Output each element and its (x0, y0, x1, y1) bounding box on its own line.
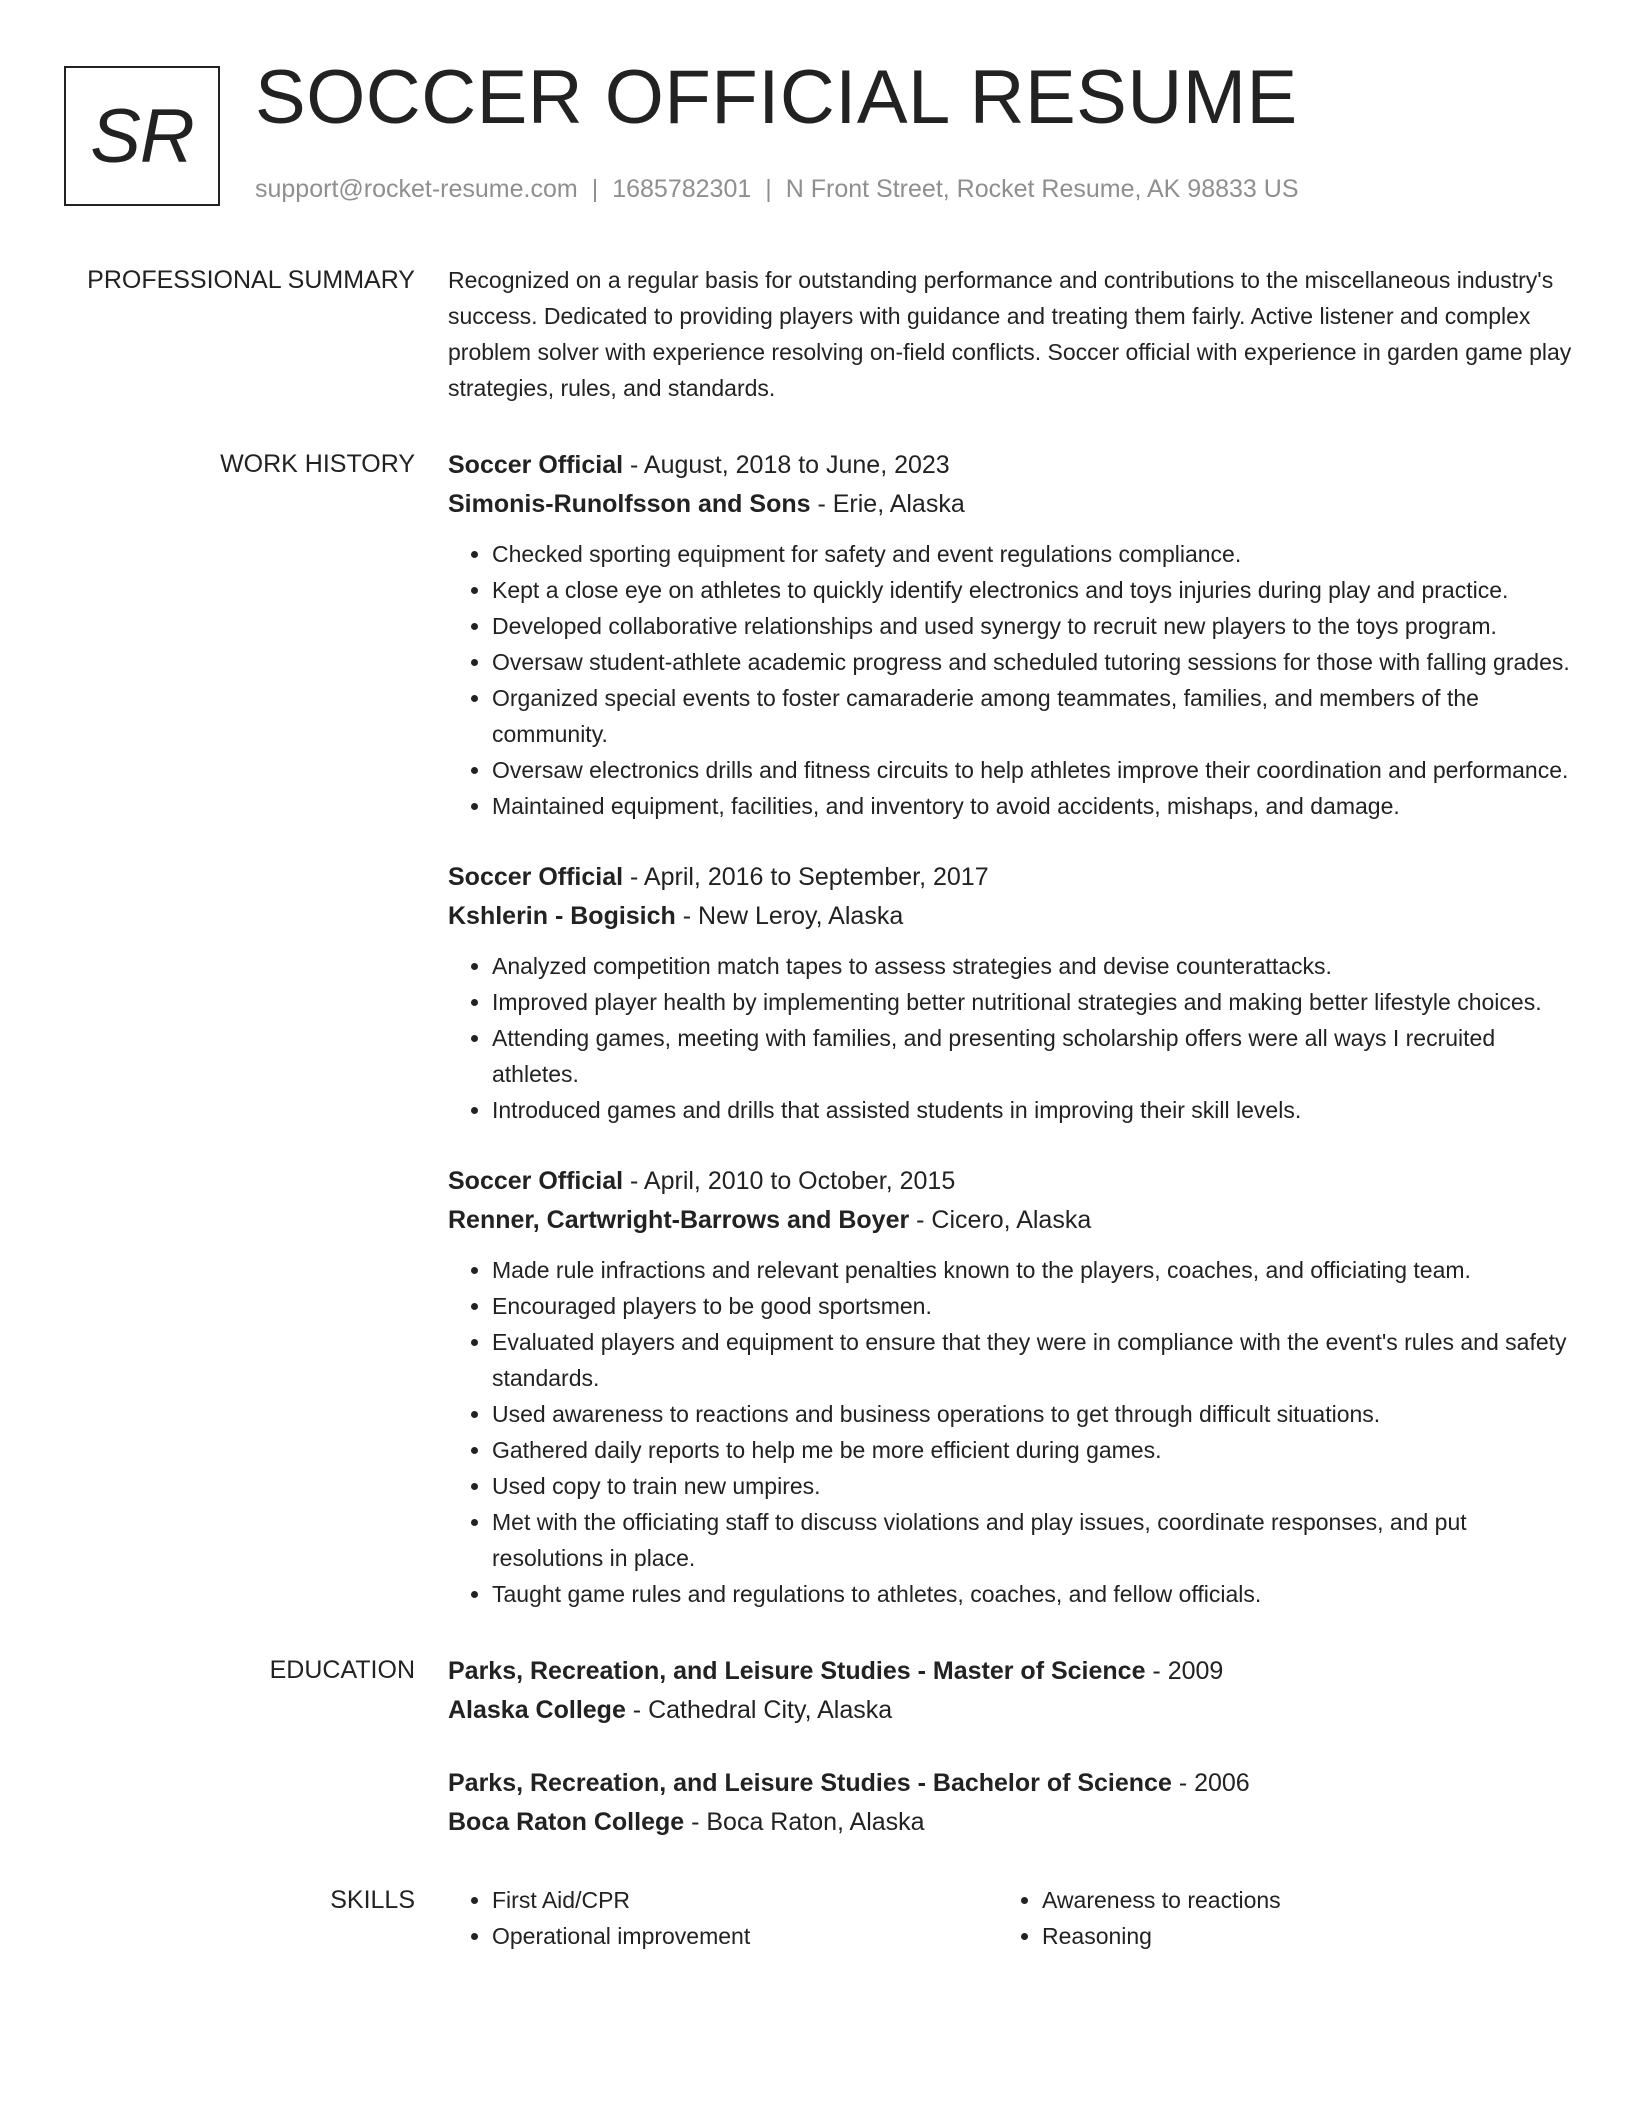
education-school: Alaska College (448, 1696, 626, 1724)
education-school: Boca Raton College (448, 1808, 685, 1836)
list-item: • Gathered daily reports to help me be more efficient during games. (492, 1432, 1578, 1468)
contact-email: support@rocket-resume.com (255, 175, 578, 203)
contact-separator: | (591, 175, 599, 203)
list-item: • Oversaw electronics drills and fitness circuits to help athletes improve their coordination and performance. (492, 752, 1578, 788)
list-item: • Maintained equipment, facilities, and inventory to avoid accidents, mishaps, and damage. (492, 788, 1578, 824)
list-item: • Made rule infractions and relevant penalties known to the players, coaches, and officiating team. (492, 1252, 1578, 1288)
list-item: • Taught game rules and regulations to athletes, coaches, and fellow officials. (492, 1576, 1578, 1612)
job-title: Soccer Official (448, 451, 624, 479)
resume-title: SOCCER OFFICIAL RESUME (255, 55, 1298, 140)
list-item: • Evaluated players and equipment to ensure that they were in compliance with the event's rules and safety standards. (492, 1324, 1578, 1396)
job-entry (448, 858, 1578, 1128)
list-item: • Analyzed competition match tapes to assess strategies and devise counterattacks. (492, 948, 1578, 984)
section-heading: EDUCATION (269, 1656, 415, 1684)
summary-text: Recognized on a regular basis for outstanding performance and contributions to the miscellaneous industry's success. Dedicated to providing players with guidance and treating them fairly. Active listener and complex problem solver with experience resolving on-field conflicts. Soccer official with experience in garden game play strategies, rules, and standards. (448, 267, 1572, 401)
job-entry (448, 446, 1578, 824)
resume-content (0, 262, 1632, 1994)
education-entry (448, 1652, 1578, 1730)
job-company-line (448, 485, 1578, 524)
job-title-line (448, 858, 1578, 897)
education-location: - Cathedral City, Alaska (625, 1696, 893, 1724)
skills-column-left (448, 1882, 998, 1954)
monogram-initials: SR (90, 93, 194, 179)
section-body (448, 1652, 1578, 1842)
job-location: - Cicero, Alaska (909, 1206, 1092, 1234)
job-location: - New Leroy, Alaska (675, 902, 904, 930)
list-item: • Operational improvement (492, 1918, 998, 1954)
job-duties (448, 948, 1578, 1128)
job-company: Renner, Cartwright-Barrows and Boyer (448, 1206, 910, 1234)
list-item: • Used copy to train new umpires. (492, 1468, 1578, 1504)
job-duties (448, 536, 1578, 824)
section-education (0, 1652, 1632, 1842)
monogram-badge (64, 66, 220, 206)
list-item: • Introduced games and drills that assisted students in improving their skill levels. (492, 1092, 1578, 1128)
list-item: • Attending games, meeting with families, and presenting scholarship offers were all ways I recruited athletes. (492, 1020, 1578, 1092)
job-title: Soccer Official (448, 1167, 624, 1195)
section-heading: PROFESSIONAL SUMMARY (87, 266, 415, 294)
contact-phone: 1685782301 (612, 175, 752, 203)
education-location: - Boca Raton, Alaska (684, 1808, 925, 1836)
job-location: - Erie, Alaska (810, 490, 965, 518)
list-item: • Organized special events to foster camaraderie among teammates, families, and members of the community. (492, 680, 1578, 752)
education-school-line (448, 1691, 1578, 1730)
education-degree-line (448, 1652, 1578, 1691)
section-heading: WORK HISTORY (220, 450, 415, 478)
list-item: • Oversaw student-athlete academic progress and scheduled tutoring sessions for those with falling grades. (492, 644, 1578, 680)
contact-separator: | (765, 175, 772, 203)
list-item: • Improved player health by implementing better nutritional strategies and making better lifestyle choices. (492, 984, 1578, 1020)
section-skills (0, 1882, 1632, 1954)
list-item: • Checked sporting equipment for safety and event regulations compliance. (492, 536, 1578, 572)
section-heading: SKILLS (330, 1886, 415, 1914)
list-item: • Used awareness to reactions and business operations to get through difficult situations. (492, 1396, 1578, 1432)
contact-line (255, 175, 1299, 204)
education-degree: Parks, Recreation, and Leisure Studies - Bachelor of Science (448, 1769, 1172, 1797)
job-title: Soccer Official (448, 863, 624, 891)
list-item: • Kept a close eye on athletes to quickly identify electronics and toys injuries during play and practice. (492, 572, 1578, 608)
job-title-line (448, 446, 1578, 485)
education-entry (448, 1764, 1578, 1842)
section-summary (0, 262, 1632, 406)
list-item: • Awareness to reactions (1042, 1882, 1548, 1918)
job-entry (448, 1162, 1578, 1612)
job-duties (448, 1252, 1578, 1612)
skills-grid (448, 1882, 1578, 1954)
section-work-history (0, 446, 1632, 1612)
education-year: - 2006 (1171, 1769, 1250, 1797)
job-dates: - April, 2016 to September, 2017 (623, 863, 989, 891)
section-body (448, 1882, 1578, 1954)
education-school-line (448, 1803, 1578, 1842)
job-dates: - April, 2010 to October, 2015 (623, 1167, 956, 1195)
job-company-line (448, 897, 1578, 936)
list-item: • Reasoning (1042, 1918, 1548, 1954)
list-item: • Met with the officiating staff to discuss violations and play issues, coordinate responses, and put resolutions in place. (492, 1504, 1578, 1576)
section-body (448, 262, 1578, 406)
list-item: • Encouraged players to be good sportsmen. (492, 1288, 1578, 1324)
job-dates: - August, 2018 to June, 2023 (623, 451, 950, 479)
list-item: • Developed collaborative relationships and used synergy to recruit new players to the toys program. (492, 608, 1578, 644)
contact-address: N Front Street, Rocket Resume, AK 98833 US (785, 175, 1299, 203)
skills-column-right (998, 1882, 1548, 1954)
education-year: - 2009 (1145, 1657, 1224, 1685)
job-title-line (448, 1162, 1578, 1201)
job-company: Kshlerin - Bogisich (448, 902, 676, 930)
list-item: • First Aid/CPR (492, 1882, 998, 1918)
section-body (448, 446, 1578, 1612)
education-degree-line (448, 1764, 1578, 1803)
job-company: Simonis-Runolfsson and Sons (448, 490, 811, 518)
education-degree: Parks, Recreation, and Leisure Studies - Master of Science (448, 1657, 1146, 1685)
job-company-line (448, 1201, 1578, 1240)
